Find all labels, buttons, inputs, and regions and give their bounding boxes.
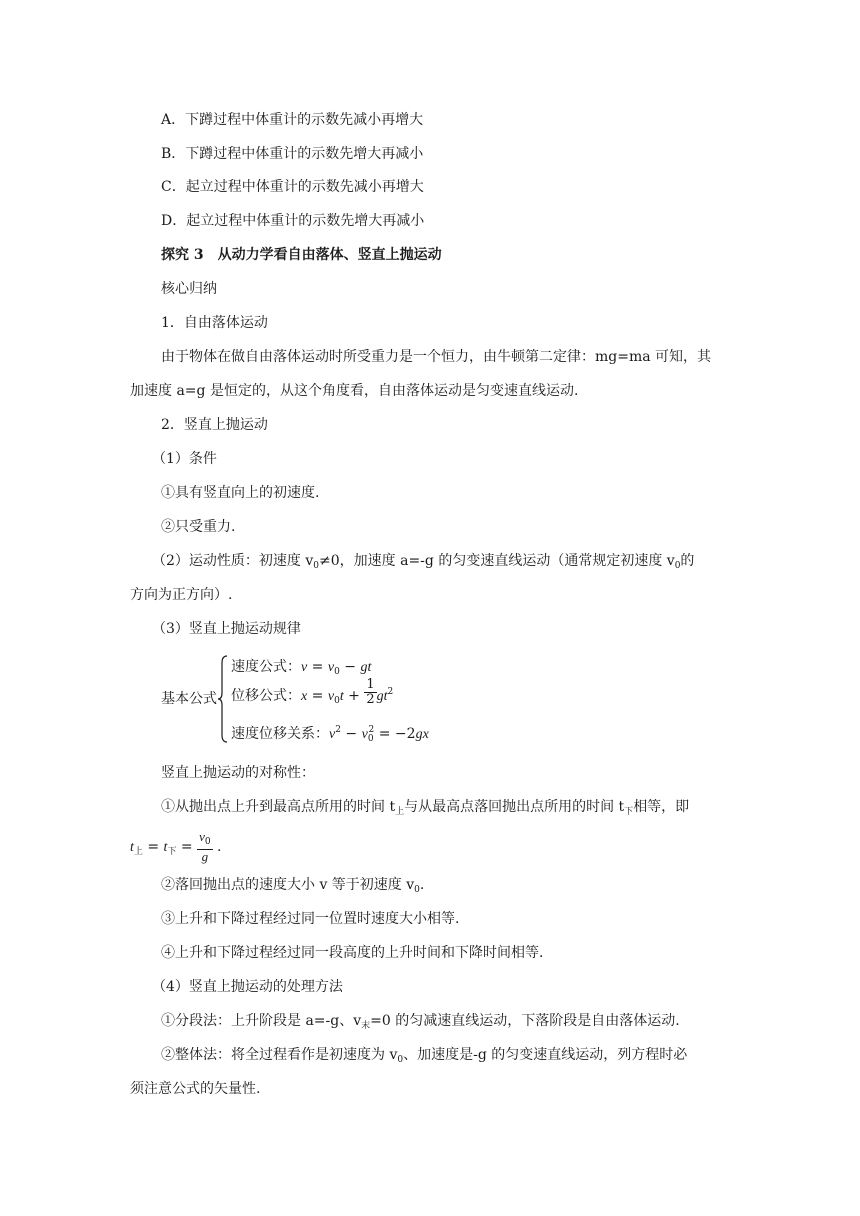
condition-2: ②只受重力.: [161, 519, 236, 535]
law-heading: （3）竖直上抛运动规律: [152, 621, 301, 637]
displacement-formula: 位移公式：$x = v_0t$ + $\frac{1}{2}$ $gt^2$: [231, 676, 394, 707]
condition-heading: （1）条件: [152, 451, 217, 467]
motion-nature-line1: （2）运动性质：初速度 $v_0\ne 0$，加速度 a=-g 的匀变速直线运动（通常规定初速度 $v_0$的: [152, 553, 695, 571]
core-summary-label: 核心归纳: [161, 281, 217, 297]
condition-1: ①具有竖直向上的初速度.: [161, 485, 320, 501]
section-title: 探究 3 从动力学看自由落体、竖直上抛运动: [161, 247, 442, 263]
symmetry-3: ③上升和下降过程经过同一位置时速度大小相等.: [161, 911, 460, 927]
free-fall-text-line2: 加速度 a=g 是恒定的，从这个角度看，自由落体运动是匀变速直线运动.: [130, 383, 579, 399]
option-c: C．起立过程中体重计的示数先减小再增大: [161, 179, 424, 195]
method-heading: （4）竖直上抛运动的处理方法: [152, 979, 343, 995]
velocity-formula: 速度公式：$v = v_0$ − gt: [231, 659, 372, 677]
symmetry-heading: 竖直上抛运动的对称性：: [161, 765, 315, 781]
option-a: A．下蹲过程中体重计的示数先减小再增大: [161, 112, 424, 128]
option-d: D．起立过程中体重计的示数先增大再减小: [161, 213, 425, 229]
basic-formulas-label: 基本公式: [161, 691, 217, 707]
method-segment: ①分段法：上升阶段是 a=-g、$v_末=0$ 的匀减速直线运动，下落阶段是自由落体运动.: [161, 1013, 680, 1031]
vertical-throw-heading: 2．竖直上抛运动: [161, 417, 268, 433]
free-fall-text-line1: 由于物体在做自由落体运动时所受重力是一个恒力，由牛顿第二定律：mg=ma 可知，其: [161, 349, 712, 365]
symmetry-2: ②落回抛出点的速度大小 v 等于初速度 $v_0$.: [161, 877, 425, 895]
option-b: B．下蹲过程中体重计的示数先增大再减小: [161, 146, 424, 162]
motion-nature-line2: 方向为正方向）.: [130, 587, 233, 603]
symmetry-1-line1: ①从抛出点上升到最高点所用的时间 $t_上$与从最高点落回抛出点所用的时间 $t_下$相等，即: [161, 799, 690, 817]
free-fall-heading: 1．自由落体运动: [161, 315, 268, 331]
symmetry-4: ④上升和下降过程经过同一段高度的上升时间和下降时间相等.: [161, 945, 544, 961]
left-brace: [218, 655, 228, 743]
method-whole-line1: ②整体法：将全过程看作是初速度为 $v_0$、加速度是-g 的匀变速直线运动，列方程时必: [161, 1047, 688, 1065]
method-whole-line2: 须注意公式的矢量性.: [130, 1081, 261, 1097]
symmetry-1-formula: $t_上 = t_下$ = $\frac{v_0}{g}$ .: [130, 829, 222, 864]
velocity-position-formula: 速度位移关系：$v^2 - v_0^2 = -2gx$: [231, 725, 429, 744]
